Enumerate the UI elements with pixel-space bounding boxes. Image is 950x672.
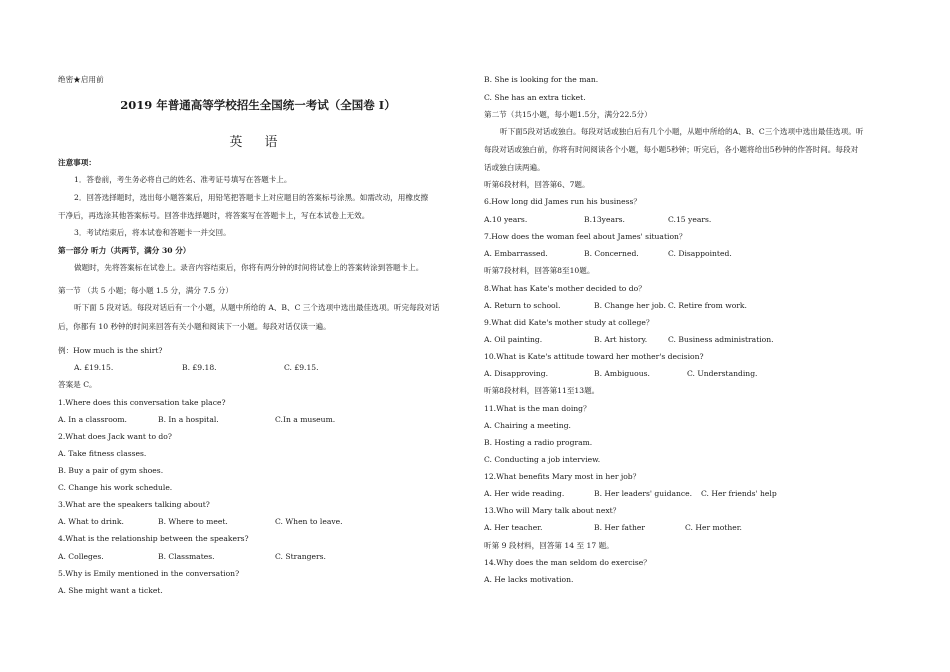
section1-heading: 第一节 （共 5 小题；每小题 1.5 分，满分 7.5 分） <box>58 286 233 295</box>
q8-option-c: C. Retire from work. <box>668 301 747 310</box>
question-14: 14.Why does the man seldom do exercise？ <box>484 558 651 567</box>
question-3: 3.What are the speakers talking about? <box>58 500 210 509</box>
section1-instruction-b: 后，你都有 10 秒钟的时间来回答有关小题和阅读下一小题。每段对话仅读一遍。 <box>58 322 331 331</box>
part1-instruction: 做题时，先将答案标在试卷上。录音内容结束后，你将有两分钟的时间将试卷上的答案转涂到答题卡上。 <box>74 263 424 272</box>
q2-option-b: B. Buy a pair of gym shoes. <box>58 466 164 475</box>
q2-option-c: C. Change his work schedule. <box>58 483 173 492</box>
q9-option-c: C. Business administration. <box>668 335 774 344</box>
example-answer: 答案是 C。 <box>58 380 97 389</box>
question-13: 13.Who will Mary talk about next？ <box>484 506 621 515</box>
q3-option-c: C. When to leave. <box>275 517 343 526</box>
note-2a: 2．回答选择题时，选出每小题答案后，用铅笔把答题卡上对应题目的答案标号涂黑。如需改动，用橡皮擦 <box>74 193 429 202</box>
q13-option-c: C. Her mother. <box>685 523 742 532</box>
q6-option-c: C.15 years. <box>668 215 712 224</box>
q11-option-c: C. Conducting a job interview. <box>484 455 601 464</box>
q5-option-a: A. She might want a ticket. <box>58 586 163 595</box>
secret-label: 绝密★启用前 <box>58 75 104 84</box>
question-6: 6.How long did James run his business？ <box>484 197 641 206</box>
question-2: 2.What does Jack want to do? <box>58 432 172 441</box>
q12-option-a: A. Her wide reading. <box>484 489 565 498</box>
note-3: 3．考试结束后，将本试卷和答题卡一并交回。 <box>74 228 231 237</box>
exam-title: 2019 年普通高等学校招生全国统一考试（全国卷 I） <box>120 98 396 112</box>
q11-option-b: B. Hosting a radio program. <box>484 438 593 447</box>
q4-option-c: C. Strangers. <box>275 552 326 561</box>
material-6: 听第6段材料，回答第6、7题。 <box>484 180 590 189</box>
material-9: 听第 9 段材料，回答第 14 至 17 题。 <box>484 541 614 550</box>
q7-option-c: C. Disappointed. <box>668 249 732 258</box>
q8-option-a: A. Return to school. <box>484 301 561 310</box>
q9-option-a: A. Oil painting. <box>484 335 543 344</box>
section2-instruction-a: 听下面5段对话或独白。每段对话或独白后有几个小题，从题中所给的A、B、C三个选项中选出最佳选项。听 <box>500 127 864 136</box>
q4-option-b: B. Classmates. <box>158 552 215 561</box>
note-2b: 干净后，再选涂其他答案标号。回答非选择题时，将答案写在答题卡上，写在本试卷上无效。 <box>58 211 370 220</box>
q3-option-a: A. What to drink. <box>58 517 124 526</box>
q1-option-b: B. In a hospital. <box>158 415 219 424</box>
q10-option-c: C. Understanding. <box>687 369 758 378</box>
note-1: 1．答卷前，考生务必将自己的姓名、准考证号填写在答题卡上。 <box>74 175 292 184</box>
question-9: 9.What did Kate's mother study at college？ <box>484 318 654 327</box>
section2-heading: 第二节（共15小题，每小题1.5分，满分22.5分） <box>484 110 652 119</box>
material-8: 听第8段材料，回答第11至13题。 <box>484 386 600 395</box>
q12-option-c: C. Her friends' help <box>701 489 777 498</box>
q2-option-a: A. Take fitness classes. <box>58 449 147 458</box>
q10-option-b: B. Ambiguous. <box>594 369 650 378</box>
q7-option-a: A. Embarrassed. <box>484 249 548 258</box>
subject-title: 英 语 <box>229 135 287 150</box>
q10-option-a: A. Disapproving. <box>484 369 549 378</box>
question-10: 10.What is Kate's attitude toward her mother's decision? <box>484 352 704 361</box>
question-4: 4.What is the relationship between the speakers? <box>58 534 249 543</box>
q1-option-a: A. In a classroom. <box>58 415 127 424</box>
q3-option-b: B. Where to meet. <box>158 517 228 526</box>
notes-heading: 注意事项： <box>58 158 96 167</box>
q13-option-b: B. Her father <box>594 523 645 532</box>
q7-option-b: B. Concerned. <box>584 249 639 258</box>
question-11: 11.What is the man doing？ <box>484 404 591 413</box>
question-7: 7.How does the woman feel about James' situation？ <box>484 232 687 241</box>
q6-option-a: A.10 years. <box>484 215 528 224</box>
material-7: 听第7段材料，回答第8至10题。 <box>484 266 595 275</box>
q6-option-b: B.13years. <box>584 215 625 224</box>
example-question: 例：How much is the shirt? <box>58 346 163 355</box>
q5-option-c: C. She has an extra ticket. <box>484 93 586 102</box>
question-1: 1.Where does this conversation take place? <box>58 398 226 407</box>
q11-option-a: A. Chairing a meeting. <box>484 421 571 430</box>
q5-option-b: B. She is looking for the man. <box>484 75 599 84</box>
question-12: 12.What benefits Mary most in her job？ <box>484 472 641 481</box>
example-option-c: C. £9.15. <box>284 363 319 372</box>
q8-option-b: B. Change her job. <box>594 301 666 310</box>
q12-option-b: B. Her leaders' guidance. <box>594 489 693 498</box>
q9-option-b: B. Art history. <box>594 335 648 344</box>
section2-instruction-b: 每段对话或独白前，你将有时间阅读各个小题，每小题5秒钟；听完后，各小题将给出5秒钟的作答时间。每段对 <box>484 145 859 154</box>
example-option-a: A. £19.15. <box>74 363 114 372</box>
question-5: 5.Why is Emily mentioned in the conversation? <box>58 569 240 578</box>
q1-option-c: C.In a museum. <box>275 415 336 424</box>
q14-option-a: A. He lacks motivation. <box>484 575 574 584</box>
part1-heading: 第一部分 听力（共两节，满分 30 分） <box>58 246 191 255</box>
q13-option-a: A. Her teacher. <box>484 523 543 532</box>
question-8: 8.What has Kate's mother decided to do？ <box>484 284 646 293</box>
section1-instruction-a: 听下面 5 段对话。每段对话后有一个小题，从题中所给的 A、B、C 三个选项中选出最佳选项。听完每段对话 <box>74 303 440 312</box>
example-option-b: B. £9.18. <box>182 363 217 372</box>
section2-instruction-c: 话或独白读两遍。 <box>484 163 545 172</box>
q4-option-a: A. Colleges. <box>58 552 104 561</box>
